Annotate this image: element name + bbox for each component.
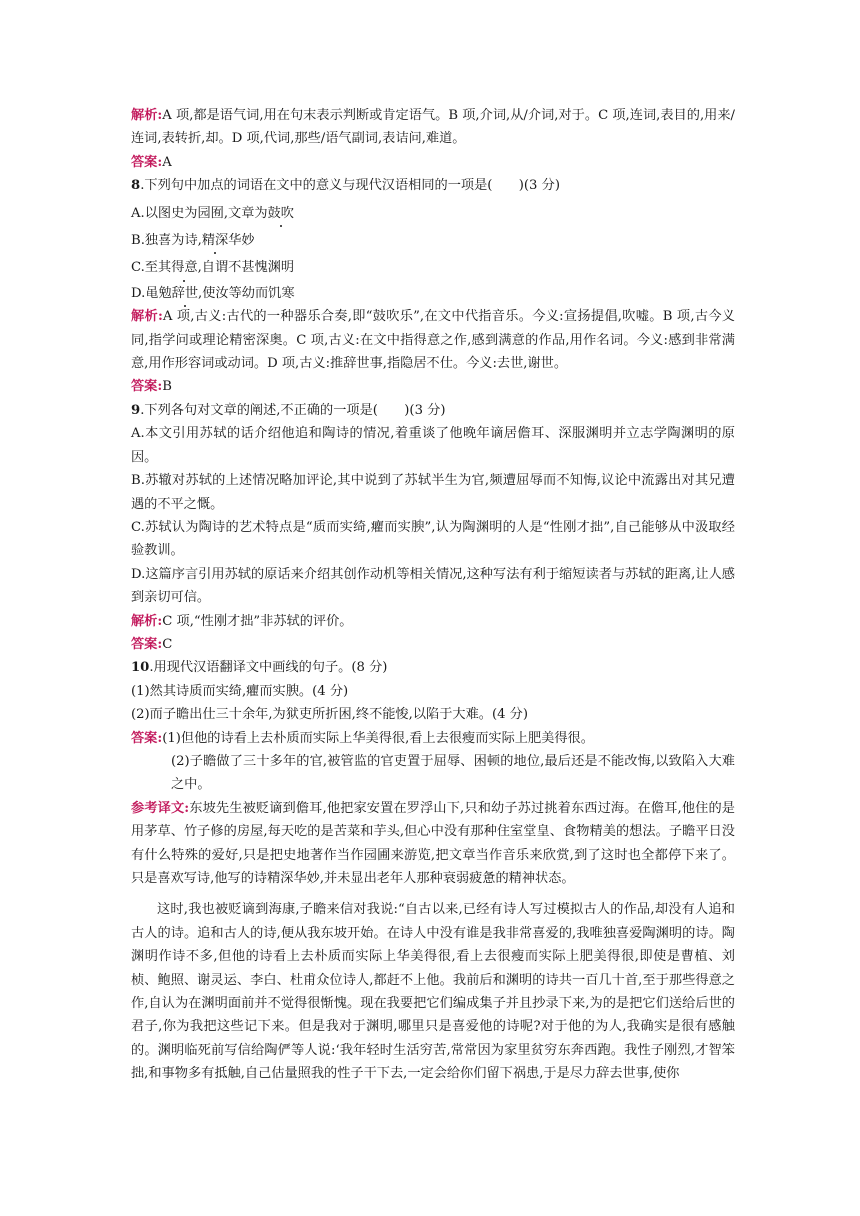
q9-option-d: D.这篇序言引用苏轼的原话来介绍其创作动机等相关情况,这种写法有利于缩短读者与苏轼的距离,让人感到亲切可信。 <box>131 566 735 606</box>
document-page <box>131 104 735 1086</box>
q8-option-b <box>131 229 735 252</box>
q8-option-a <box>131 202 735 225</box>
q8-option-d <box>131 282 735 305</box>
option-text: ,使汝等幼而饥寒 <box>198 285 295 301</box>
answer-value: A <box>162 154 172 170</box>
q9-answer <box>131 633 735 656</box>
q10-answer-2: (2)子瞻做了三十多年的官,被管监的官吏置于屈辱、困顿的地位,最后还是不能改悔,以致陷入大难之中。 <box>171 753 735 793</box>
q9-analysis <box>131 610 735 633</box>
dotted-word: 鼓吹 <box>268 202 294 225</box>
question-text: .下列各句对文章的阐述,不正确的一项是( )(3 分) <box>140 402 446 418</box>
analysis-label: 解析: <box>131 309 163 325</box>
dotted-word: 得意 <box>171 256 197 279</box>
option-text: B.独喜为诗, <box>131 233 202 249</box>
question-text: .下列句中加点的词语在文中的意义与现代汉语相同的一项是( )(3 分) <box>140 178 560 194</box>
q10-item-1: (1)然其诗质而实绮,癯而实腴。(4 分) <box>131 683 349 699</box>
option-text: A.以图史为园囿,文章为 <box>131 205 268 221</box>
question-text: .用现代汉语翻译文中画线的句子。(8 分) <box>149 660 388 676</box>
answer-label: 答案: <box>131 730 163 746</box>
q7-answer <box>131 151 735 174</box>
q7-analysis <box>131 104 735 151</box>
dotted-word: 精深 <box>202 229 228 252</box>
q10-stem <box>131 656 735 679</box>
analysis-label: 解析: <box>131 613 163 629</box>
option-text: ,自谓不甚愧渊明 <box>197 260 295 276</box>
q8-option-c <box>131 256 735 279</box>
q9-option-b: B.苏辙对苏轼的上述情况略加评论,其中说到了苏轼半生为官,频遭屈辱而不知悔,议论中流露出对其兄遭遇的不平之慨。 <box>131 473 735 512</box>
q9-option-c: C.苏轼认为陶诗的艺术特点是“质而实绮,癯而实腴”,认为陶渊明的人是“性刚才拙”,自己能够从中汲取经验教训。 <box>131 519 735 559</box>
analysis-text: C 项,“性刚才拙”非苏轼的评价。 <box>162 613 353 629</box>
answer-value: C <box>162 636 173 652</box>
question-number: 10 <box>131 660 150 676</box>
q8-answer <box>131 375 735 398</box>
translation-text: 东坡先生被贬谪到儋耳,他把家安置在罗浮山下,只和幼子苏过挑着东西过海。在儋耳,他住的是用茅草、竹子修的房屋,每天吃的是苦菜和芋头,但心中没有那种住室堂皇、食物精美的想法。子瞻平日没有什么特殊的爱好,只是把史地著作当作园圃来游览,把文章当作音乐来欣赏,到了这时也全都停下来了。只是喜欢写诗,他写的诗精深华妙,并未显出老年人那种衰弱疲惫的精神状态。 <box>131 800 735 886</box>
translation-para-1 <box>131 797 735 891</box>
answer-label: 答案: <box>131 636 163 652</box>
q9-stem <box>131 399 735 422</box>
dotted-word: 辞世 <box>172 282 198 305</box>
analysis-label: 解析: <box>131 108 163 123</box>
q9-option-a: A.本文引用苏轼的话介绍他追和陶诗的情况,着重谈了他晚年谪居儋耳、深服渊明并立志学陶渊明的原因。 <box>131 426 735 465</box>
q10-answer-1 <box>131 727 735 750</box>
analysis-text: A 项,都是语气词,用在句末表示判断或肯定语气。B 项,介词,从/介词,对于。C 项,连词,表目的,用来/连词,表转折,却。D 项,代词,那些/语气副词,表诘问,难道。 <box>131 108 735 147</box>
question-number: 8 <box>131 178 141 194</box>
option-text: D.黾勉 <box>131 285 172 301</box>
q8-stem <box>131 174 735 197</box>
answer-label: 答案: <box>131 379 163 395</box>
option-text: 华妙 <box>228 233 255 249</box>
option-text: C.至其 <box>131 260 172 276</box>
q10-item-2: (2)而子瞻出仕三十余年,为狱吏所折困,终不能悛,以陷于大难。(4 分) <box>131 707 529 723</box>
answer-value: (1)但他的诗看上去朴质而实际上华美得很,看上去很瘦而实际上肥美得很。 <box>162 730 594 746</box>
answer-value: B <box>162 379 172 395</box>
translation-para-2: 这时,我也被贬谪到海康,子瞻来信对我说:“自古以来,已经有诗人写过模拟古人的作品,却没有人追和古人的诗。追和古人的诗,便从我东坡开始。在诗人中没有谁是我非常喜爱的,我唯独喜爱陶渊明的诗。陶渊明作诗不多,但他的诗看上去朴质而实际上华美得很,看上去很瘦而实际上肥美得很,即使是曹植、刘桢、鲍照、谢灵运、李白、杜甫众位诗人,都赶不上他。我前后和渊明的诗共一百几十首,至于那些得意之作,自认为在渊明面前并不觉得很惭愧。现在我要把它们编成集子并且抄录下来,为的是把它们送给后世的君子,你为我把这些记下来。但是我对于渊明,哪里只是喜爱他的诗呢?对于他的为人,我确实是很有感触的。渊明临死前写信给陶俨等人说:‘我年轻时生活穷苦,常常因为家里贫穷东奔西跑。我性子刚烈,才智笨拙,和事物多有抵触,自己估量照我的性子干下去,一定会给你们留下祸患,于是尽力辞去世事,使你 <box>131 902 735 1082</box>
analysis-text: A 项,古义:古代的一种器乐合奏,即“鼓吹乐”,在文中代指音乐。今义:宣扬提倡,吹嘘。B 项,古今义同,指学问或理论精密深奥。C 项,古义:在文中指得意之作,感到满意的作品,用作名词。今义:感到非常满意,用作形容词或动词。D 项,古义:推辞世事,指隐居不仕。今义:去世,谢世。 <box>131 309 735 372</box>
question-number: 9 <box>131 402 141 418</box>
q8-analysis <box>131 305 735 375</box>
answer-label: 答案: <box>131 154 163 170</box>
translation-label: 参考译文: <box>131 800 190 816</box>
